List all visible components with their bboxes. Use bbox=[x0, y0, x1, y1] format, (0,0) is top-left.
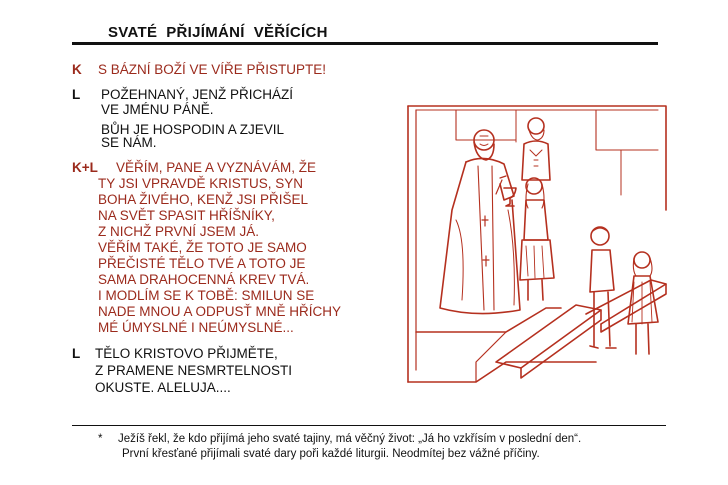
footnote-text-1: Ježíš řekl, že kdo přijímá jeho svaté tajiny, má věčný život: „Já ho vzkřísím v poslední den“. bbox=[118, 433, 582, 445]
footnote bbox=[98, 432, 581, 462]
title-rule bbox=[72, 42, 658, 45]
text-line: BŮH JE HOSPODIN A ZJEVIL bbox=[101, 122, 285, 137]
footnote-line-2: První křesťané přijímali svaté dary poři každé liturgii. Neodmítej bez vážné příčiny. bbox=[122, 448, 540, 460]
page-title: SVATÉ PŘIJÍMÁNÍ VĚŘÍCÍCH bbox=[108, 24, 328, 41]
text-line: SAMA DRAHOCENNÁ KREV TVÁ. bbox=[98, 272, 310, 287]
text-line: MÉ ÚMYSLNÉ I NEÚMYSLNÉ... bbox=[98, 320, 294, 335]
text-line: VE JMÉNU PÁNĚ. bbox=[101, 102, 214, 117]
text-line: Z NICHŽ PRVNÍ JSEM JÁ. bbox=[98, 224, 260, 239]
section-marker-l: L bbox=[72, 87, 81, 102]
communion-illustration bbox=[396, 100, 676, 385]
text-line: TĚLO KRISTOVO PŘIJMĚTE, bbox=[95, 346, 278, 361]
section-marker-l2: L bbox=[72, 346, 81, 361]
text-line: TY JSI VPRAVDĚ KRISTUS, SYN bbox=[98, 176, 304, 191]
footnote-rule bbox=[72, 425, 666, 426]
text-line: NA SVĚT SPASIT HŘÍŠNÍKY, bbox=[98, 208, 275, 223]
text-line: Z PRAMENE NESMRTELNOSTI bbox=[95, 363, 293, 378]
footnote-line-1 bbox=[98, 432, 581, 447]
text-line: S BÁZNÍ BOŽÍ VE VÍŘE PŘISTUPTE! bbox=[98, 62, 327, 77]
footnote-star: * bbox=[98, 433, 103, 445]
text-line: OKUSTE. ALELUJA.... bbox=[95, 380, 231, 395]
section-marker-kl: K+L bbox=[72, 160, 98, 175]
text-line: SE NÁM. bbox=[101, 135, 157, 150]
text-line: VĚŘÍM TAKÉ, ŽE TOTO JE SAMO bbox=[98, 240, 307, 255]
text-line: I MODLÍM SE K TOBĚ: SMILUN SE bbox=[98, 288, 315, 303]
text-line: POŽEHNANÝ, JENŽ PŘICHÁZÍ bbox=[101, 87, 294, 102]
text-line: PŘEČISTÉ TĚLO TVÉ A TOTO JE bbox=[98, 256, 306, 271]
section-marker-k: K bbox=[72, 62, 82, 77]
text-line: NADE MNOU A ODPUSŤ MNĚ HŘÍCHY bbox=[98, 304, 342, 319]
text-line: BOHA ŽIVÉHO, KENŽ JSI PŘIŠEL bbox=[98, 192, 309, 207]
text-line: VĚŘÍM, PANE A VYZNÁVÁM, ŽE bbox=[116, 160, 317, 175]
